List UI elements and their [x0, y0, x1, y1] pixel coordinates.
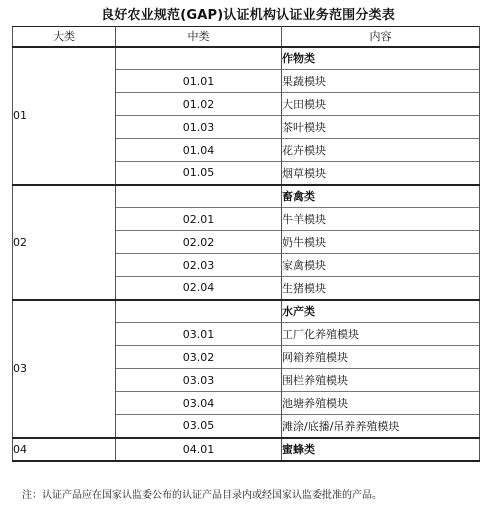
- content-cell: 滩涂/底播/吊养养殖模块: [282, 415, 480, 438]
- mid-code: [116, 185, 282, 208]
- header-major: 大类: [13, 27, 116, 47]
- content-cell: 池塘养殖模块: [282, 392, 480, 415]
- mid-code: 03.01: [116, 323, 282, 346]
- major-code: 04: [13, 438, 116, 461]
- group-head-row: [13, 185, 480, 208]
- content-cell: 烟草模块: [282, 162, 480, 185]
- content-cell: 作物类: [282, 47, 480, 70]
- mid-code: 01.03: [116, 116, 282, 139]
- content-cell: 生猪模块: [282, 277, 480, 300]
- mid-code: 03.05: [116, 415, 282, 438]
- table-body: [13, 47, 480, 461]
- group-head-row: [13, 300, 480, 323]
- mid-code: 01.01: [116, 70, 282, 93]
- mid-code: [116, 47, 282, 70]
- mid-code: 03.02: [116, 346, 282, 369]
- header-row: [13, 27, 480, 47]
- table-header: [13, 27, 480, 47]
- table-row: [13, 438, 480, 461]
- content-cell: 工厂化养殖模块: [282, 323, 480, 346]
- content-cell: 畜禽类: [282, 185, 480, 208]
- group-head-row: [13, 47, 480, 70]
- mid-code: 01.04: [116, 139, 282, 162]
- header-mid: 中类: [116, 27, 282, 47]
- mid-code: 02.01: [116, 208, 282, 231]
- content-cell: 网箱养殖模块: [282, 346, 480, 369]
- mid-code: 02.04: [116, 277, 282, 300]
- content-cell: 花卉模块: [282, 139, 480, 162]
- content-cell: 牛羊模块: [282, 208, 480, 231]
- mid-code: 04.01: [116, 438, 282, 461]
- mid-code: 03.03: [116, 369, 282, 392]
- content-cell: 大田模块: [282, 93, 480, 116]
- table-title: 良好农业规范(GAP)认证机构认证业务范围分类表: [101, 8, 395, 23]
- mid-code: 02.03: [116, 254, 282, 277]
- content-cell: 果蔬模块: [282, 70, 480, 93]
- content-cell: 蜜蜂类: [282, 438, 480, 461]
- mid-code: 02.02: [116, 231, 282, 254]
- header-content: 内容: [282, 27, 480, 47]
- content-cell: 围栏养殖模块: [282, 369, 480, 392]
- content-cell: 家禽模块: [282, 254, 480, 277]
- scope-classification-table: [12, 26, 480, 462]
- mid-code: [116, 300, 282, 323]
- content-cell: 水产类: [282, 300, 480, 323]
- major-code: 02: [13, 185, 116, 300]
- major-code: 01: [13, 47, 116, 185]
- footnote: 注：认证产品应在国家认监委公布的认证产品目录内或经国家认监委批准的产品。: [22, 490, 382, 501]
- mid-code: 03.04: [116, 392, 282, 415]
- major-code: 03: [13, 300, 116, 438]
- mid-code: 01.05: [116, 162, 282, 185]
- mid-code: 01.02: [116, 93, 282, 116]
- content-cell: 茶叶模块: [282, 116, 480, 139]
- content-cell: 奶牛模块: [282, 231, 480, 254]
